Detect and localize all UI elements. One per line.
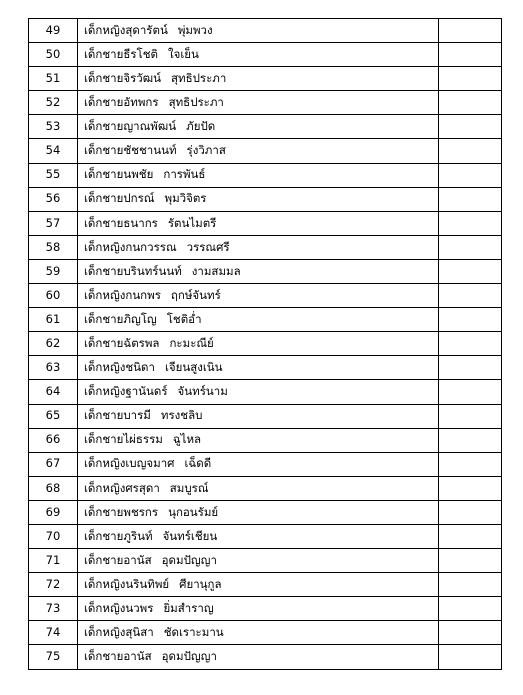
student-first-name: เด็กหญิงนวพร (84, 601, 154, 616)
student-name (78, 645, 439, 669)
row-number: 53 (29, 115, 78, 139)
table-row (29, 43, 502, 67)
blank-cell (439, 452, 502, 476)
student-last-name: ศียานุกูล (179, 576, 222, 591)
student-name (78, 91, 439, 115)
table-row (29, 500, 502, 524)
student-last-name: ภัยปัด (186, 119, 216, 134)
student-first-name: เด็กชายพชรกร (84, 504, 159, 519)
table-row (29, 645, 502, 669)
roster-sheet (28, 18, 494, 670)
row-number: 50 (29, 43, 78, 67)
table-row (29, 284, 502, 308)
row-number: 66 (29, 428, 78, 452)
row-number: 54 (29, 139, 78, 163)
student-last-name: สุทธิประภา (171, 70, 227, 85)
table-row (29, 549, 502, 573)
student-first-name: เด็กชายนพชัย (84, 167, 154, 182)
student-first-name: เด็กหญิงเบญจมาศ (84, 456, 175, 471)
student-first-name: เด็กชายญาณพัฒน์ (84, 119, 177, 134)
table-row (29, 597, 502, 621)
student-name (78, 500, 439, 524)
student-first-name: เด็กชายภูรินท์ (84, 528, 153, 543)
student-first-name: เด็กชายปกรณ์ (84, 191, 155, 206)
student-last-name: รัตนไมตรี (167, 215, 217, 230)
student-first-name: เด็กชายธนากร (84, 215, 158, 230)
student-first-name: เด็กชายบรินทร์นนท์ (84, 263, 182, 278)
table-row (29, 428, 502, 452)
student-last-name: เจียนสูงเนิน (164, 360, 223, 375)
table-row (29, 476, 502, 500)
blank-cell (439, 163, 502, 187)
blank-cell (439, 356, 502, 380)
row-number: 67 (29, 452, 78, 476)
student-last-name: จันทร์เชียน (162, 528, 218, 543)
student-last-name: สมบูรณ์ (169, 480, 209, 495)
student-last-name: วรรณศรี (186, 239, 230, 254)
row-number: 60 (29, 284, 78, 308)
row-number: 72 (29, 573, 78, 597)
student-name (78, 211, 439, 235)
row-number: 58 (29, 235, 78, 259)
student-last-name: ฉูไหล (172, 432, 202, 447)
student-first-name: เด็กชายไผ่ธรรม (84, 432, 163, 447)
student-first-name: เด็กชายชัชชานนท์ (84, 143, 177, 158)
blank-cell (439, 235, 502, 259)
blank-cell (439, 332, 502, 356)
student-name (78, 524, 439, 548)
row-number: 68 (29, 476, 78, 500)
student-name (78, 332, 439, 356)
student-first-name: เด็กหญิงนรินทิพย์ (84, 576, 170, 591)
row-number: 56 (29, 187, 78, 211)
student-first-name: เด็กหญิงสุดารัตน์ (84, 22, 168, 37)
table-row (29, 163, 502, 187)
student-first-name: เด็กชายบารมี (84, 408, 151, 423)
student-first-name: เด็กหญิงกนกวรรณ (84, 239, 177, 254)
table-row (29, 332, 502, 356)
row-number: 64 (29, 380, 78, 404)
student-last-name: พุ่มพวง (177, 22, 213, 37)
table-row (29, 211, 502, 235)
student-first-name: เด็กชายภิญโญ (84, 311, 157, 326)
table-row (29, 404, 502, 428)
student-name (78, 356, 439, 380)
row-number: 51 (29, 67, 78, 91)
table-row (29, 139, 502, 163)
table-row (29, 621, 502, 645)
student-last-name: ยิ่มสำราญ (163, 601, 214, 616)
blank-cell (439, 115, 502, 139)
blank-cell (439, 621, 502, 645)
row-number: 57 (29, 211, 78, 235)
student-first-name: เด็กชายธีรโชติ (84, 46, 159, 61)
student-last-name: จันทร์นาม (177, 384, 228, 399)
student-name (78, 284, 439, 308)
row-number: 55 (29, 163, 78, 187)
row-number: 74 (29, 621, 78, 645)
student-name (78, 476, 439, 500)
student-last-name: โชติอ่ำ (166, 311, 202, 326)
student-last-name: ชัดเราะมาน (163, 625, 224, 640)
row-number: 63 (29, 356, 78, 380)
blank-cell (439, 597, 502, 621)
student-last-name: ทรงชลิบ (160, 408, 203, 423)
student-last-name: กะมะณีย์ (169, 336, 214, 351)
student-name (78, 452, 439, 476)
student-name (78, 549, 439, 573)
student-last-name: รุ่งวิภาส (186, 143, 226, 158)
table-row (29, 19, 502, 43)
student-name (78, 428, 439, 452)
student-first-name: เด็กหญิงสุนิสา (84, 625, 154, 640)
table-row (29, 356, 502, 380)
blank-cell (439, 43, 502, 67)
student-name (78, 163, 439, 187)
row-number: 71 (29, 549, 78, 573)
blank-cell (439, 500, 502, 524)
blank-cell (439, 284, 502, 308)
student-last-name: นุกอนรัมย์ (168, 504, 219, 519)
student-first-name: เด็กหญิงฐานันดร์ (84, 384, 168, 399)
student-last-name: อุดมปัญญา (161, 552, 217, 567)
student-last-name: อุดมปัญญา (161, 649, 217, 664)
row-number: 62 (29, 332, 78, 356)
student-first-name: เด็กชายฉัตรพล (84, 336, 160, 351)
table-row (29, 452, 502, 476)
blank-cell (439, 549, 502, 573)
student-name (78, 19, 439, 43)
table-row (29, 187, 502, 211)
student-first-name: เด็กหญิงศรสุดา (84, 480, 160, 495)
student-roster-table (28, 18, 502, 670)
student-first-name: เด็กหญิงชนิดา (84, 360, 155, 375)
blank-cell (439, 380, 502, 404)
row-number: 70 (29, 524, 78, 548)
student-last-name: เฉ็ดดี (184, 456, 212, 471)
roster-body (29, 19, 502, 670)
blank-cell (439, 259, 502, 283)
student-name (78, 621, 439, 645)
student-last-name: ใจเย็น (168, 46, 199, 61)
blank-cell (439, 308, 502, 332)
student-first-name: เด็กชายอานัส (84, 649, 152, 664)
blank-cell (439, 19, 502, 43)
blank-cell (439, 645, 502, 669)
table-row (29, 67, 502, 91)
student-first-name: เด็กหญิงกนกพร (84, 287, 161, 302)
blank-cell (439, 91, 502, 115)
table-row (29, 308, 502, 332)
student-name (78, 404, 439, 428)
row-number: 75 (29, 645, 78, 669)
blank-cell (439, 139, 502, 163)
table-row (29, 524, 502, 548)
blank-cell (439, 428, 502, 452)
blank-cell (439, 476, 502, 500)
row-number: 49 (29, 19, 78, 43)
student-name (78, 380, 439, 404)
student-name (78, 187, 439, 211)
row-number: 52 (29, 91, 78, 115)
blank-cell (439, 211, 502, 235)
student-name (78, 115, 439, 139)
student-name (78, 597, 439, 621)
student-name (78, 308, 439, 332)
student-name (78, 235, 439, 259)
row-number: 61 (29, 308, 78, 332)
table-row (29, 115, 502, 139)
row-number: 69 (29, 500, 78, 524)
blank-cell (439, 524, 502, 548)
table-row (29, 259, 502, 283)
student-last-name: การพันธ์ (163, 167, 206, 182)
student-name (78, 67, 439, 91)
blank-cell (439, 67, 502, 91)
blank-cell (439, 404, 502, 428)
student-name (78, 259, 439, 283)
student-last-name: ฤกษ์จันทร์ (170, 287, 221, 302)
student-name (78, 43, 439, 67)
student-name (78, 573, 439, 597)
student-first-name: เด็กชายอานัส (84, 552, 152, 567)
student-last-name: พุมวิจิตร (164, 191, 207, 206)
row-number: 59 (29, 259, 78, 283)
student-last-name: งามสมมล (191, 263, 241, 278)
student-first-name: เด็กชายจิรวัฒน์ (84, 70, 161, 85)
student-name (78, 139, 439, 163)
table-row (29, 380, 502, 404)
blank-cell (439, 573, 502, 597)
table-row (29, 91, 502, 115)
blank-cell (439, 187, 502, 211)
row-number: 73 (29, 597, 78, 621)
student-first-name: เด็กชายอัทพกร (84, 95, 159, 110)
student-last-name: สุทธิประภา (168, 95, 224, 110)
table-row (29, 235, 502, 259)
row-number: 65 (29, 404, 78, 428)
table-row (29, 573, 502, 597)
